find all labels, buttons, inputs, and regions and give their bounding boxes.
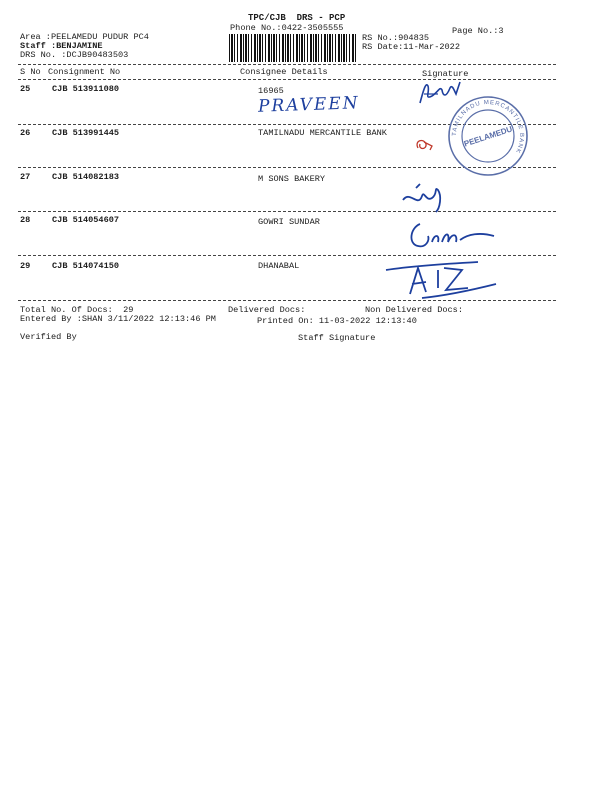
stamp-outer-text: TAMILNADU MERCANTILE BANK: [451, 99, 525, 155]
divider: [18, 64, 556, 65]
stamp-text: PEELAMEDU: [462, 124, 514, 149]
column-header-s-no: S No: [20, 67, 41, 77]
column-header-signature: Signature: [422, 69, 469, 79]
entered-by: Entered By :SHAN 3/11/2022 12:13:46 PM: [20, 314, 216, 324]
row-serial: 28: [20, 215, 31, 225]
total-docs: Total No. Of Docs: 29: [20, 305, 134, 315]
row-consignment: CJB 514074150: [52, 261, 120, 271]
document-title: TPC/CJB DRS - PCP: [248, 13, 346, 23]
phone-number: Phone No.:0422-3505555: [230, 23, 344, 33]
drs-number: DRS No. :DCJB90483503: [20, 50, 129, 60]
staff-signature-label: Staff Signature: [298, 333, 376, 343]
rs-date: RS Date:11-Mar-2022: [362, 42, 460, 52]
row-consignment: CJB 514054607: [52, 215, 120, 225]
column-header-consignee: Consignee Details: [240, 67, 328, 77]
svg-text:TAMILNADU MERCANTILE BANK: [452, 100, 524, 155]
row-consignee: GOWRI SUNDAR: [258, 217, 320, 227]
row-consignment: CJB 513991445: [52, 128, 120, 138]
row-serial: 29: [20, 261, 31, 271]
area-label: Area :PEELAMEDU PUDUR PC4: [20, 32, 149, 42]
page-number: Page No.:3: [452, 26, 504, 36]
row-consignment: CJB 514082183: [52, 172, 120, 182]
divider: [18, 211, 556, 212]
row-serial: 26: [20, 128, 31, 138]
signature-row-26: [410, 136, 440, 154]
printed-on: Printed On: 11-03-2022 12:13:40: [257, 316, 417, 326]
row-consignee: M SONS BAKERY: [258, 174, 326, 184]
divider: [18, 255, 556, 256]
delivered-docs: Delivered Docs:: [228, 305, 306, 315]
signature-praveen: PRAVEEN: [257, 93, 360, 117]
row-consignee: TAMILNADU MERCANTILE BANK: [258, 128, 387, 138]
bank-stamp: [446, 94, 530, 178]
barcode: [229, 34, 357, 62]
row-consignment: CJB 513911080: [52, 84, 120, 94]
column-header-consignment: Consignment No: [48, 67, 121, 77]
divider: [18, 79, 556, 80]
signature-row-28: [402, 214, 502, 254]
rs-number: RS No.:904835: [362, 33, 430, 43]
row-consignee: DHANABAL: [258, 261, 300, 271]
signature-row-29: [382, 258, 502, 302]
row-consignee: 16965: [258, 86, 284, 96]
row-serial: 25: [20, 84, 31, 94]
non-delivered-docs: Non Delivered Docs:: [365, 305, 463, 315]
verified-by: Verified By: [20, 332, 77, 342]
row-serial: 27: [20, 172, 31, 182]
staff-label: Staff :BENJAMINE: [20, 41, 103, 51]
